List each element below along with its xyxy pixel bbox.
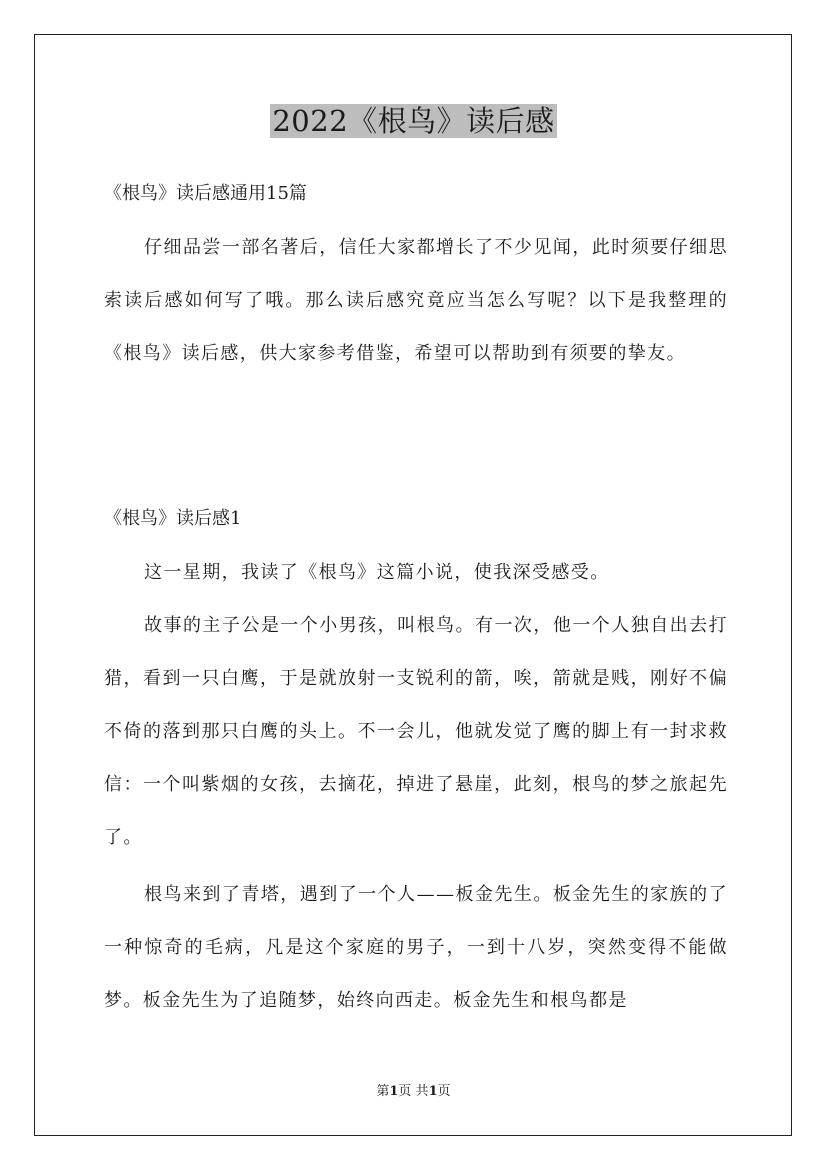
footer-suffix: 页 — [437, 1084, 451, 1099]
document-title-wrapper — [0, 100, 827, 142]
section-heading: 《根鸟》读后感1 — [104, 508, 242, 529]
body-paragraph-2: 故事的主子公是一个小男孩，叫根鸟。有一次，他一个人独自出去打猎，看到一只白鹰，于是就放射一支锐利的箭，唉，箭就是贱，刚好不偏不倚的落到那只白鹰的头上。不一会儿，他就发觉了鹰的脚上有一封求救信：一个叫紫烟的女孩，去摘花，掉进了悬崖，此刻，根鸟的梦之旅起先了。 — [104, 615, 728, 848]
document-title: 2022《根鸟》读后感 — [272, 104, 555, 138]
footer-prefix: 第 — [376, 1084, 390, 1099]
page-footer — [0, 1083, 827, 1101]
body-paragraph-1: 这一星期，我读了《根鸟》这篇小说，使我深受感受。 — [144, 562, 610, 583]
footer-middle: 页 共 — [398, 1084, 429, 1099]
footer-total-pages: 1 — [428, 1084, 438, 1099]
document-subtitle: 《根鸟》读后感通用15篇 — [104, 183, 307, 204]
body-paragraph-3: 根鸟来到了青塔，遇到了一个人——板金先生。板金先生的家族的了一种惊奇的毛病，凡是这个家庭的男子，一到十八岁，突然变得不能做梦。板金先生为了追随梦，始终向西走。板金先生和根鸟都是 — [104, 884, 728, 1011]
footer-current-page: 1 — [389, 1084, 399, 1099]
intro-paragraph: 仔细品尝一部名著后，信任大家都增长了不少见闻，此时须要仔细思索读后感如何写了哦。那么读后感究竟应当怎么写呢？以下是我整理的《根鸟》读后感，供大家参考借鉴，希望可以帮助到有须要的挚友。 — [104, 237, 728, 364]
